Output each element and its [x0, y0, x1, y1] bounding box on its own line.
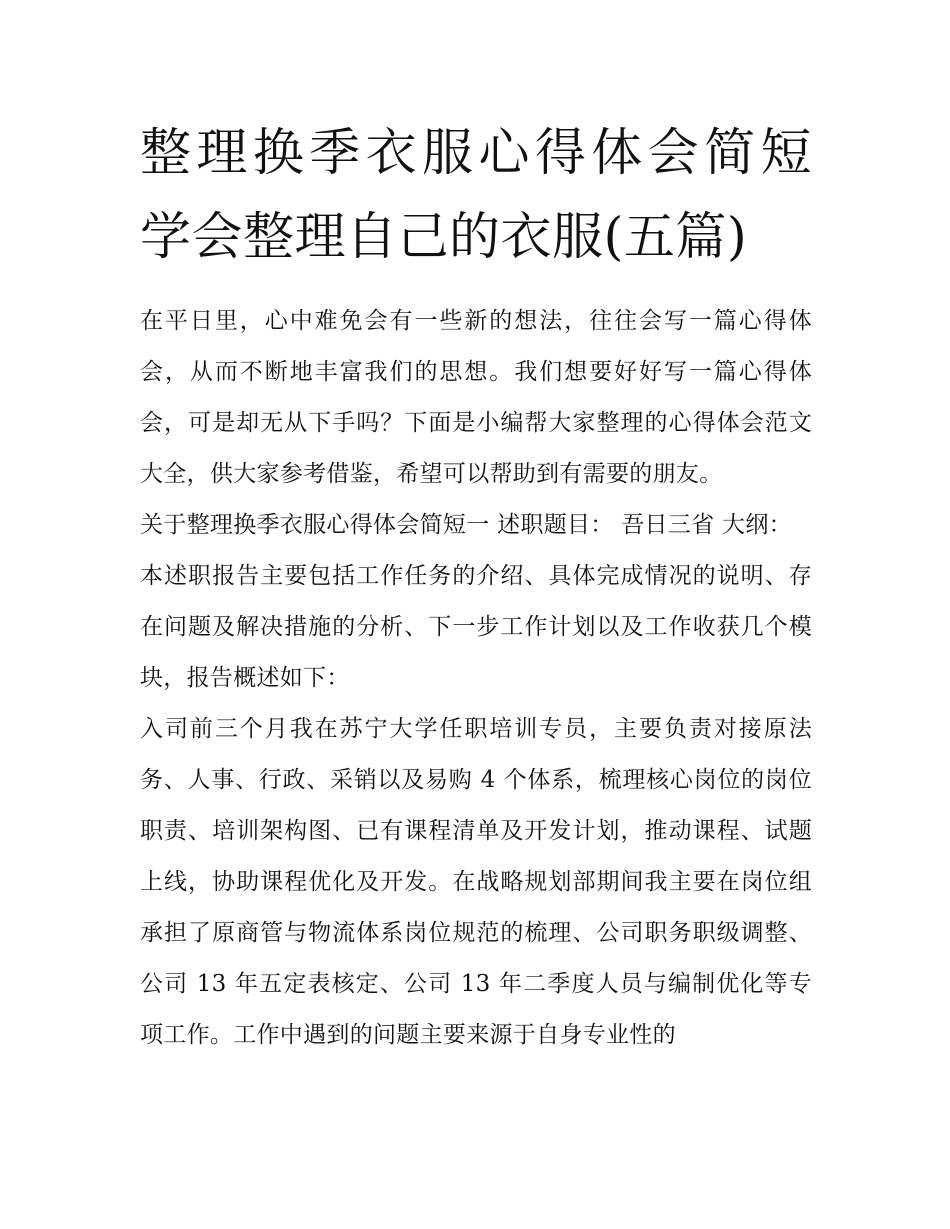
summary-paragraph: 本述职报告主要包括工作任务的介绍、具体完成情况的说明、存在问题及解决措施的分析、下一步工作计划以及工作收获几个模块，报告概述如下：	[140, 563, 812, 691]
document-body	[140, 296, 812, 1061]
document-title: 整理换季衣服心得体会简短 学会整理自己的衣服(五篇)	[140, 124, 812, 267]
section-heading-paragraph: 关于整理换季衣服心得体会简短一 述职题目： 吾日三省 大纲：	[140, 512, 792, 538]
work-detail-paragraph: 入司前三个月我在苏宁大学任职培训专员，主要负责对接原法务、人事、行政、采销以及易购 4 个体系，梳理核心岗位的岗位职责、培训架构图、已有课程清单及开发计划，推动课程、试题上线，协助课程优化及开发。在战略规划部期间我主要在岗位组承担了原商管与物流体系岗位规范的梳理、公司职务职级调整、公司 13 年五定表核定、公司 13 年二季度人员与编制优化等专项工作。工作中遇到的问题主要来源于自身专业性的	[140, 716, 812, 1048]
document-page	[140, 112, 812, 1061]
intro-paragraph: 在平日里，心中难免会有一些新的想法，往往会写一篇心得体会，从而不断地丰富我们的思想。我们想要好好写一篇心得体会，可是却无从下手吗？下面是小编帮大家整理的心得体会范文大全，供大家参考借鉴，希望可以帮助到有需要的朋友。	[140, 308, 812, 487]
